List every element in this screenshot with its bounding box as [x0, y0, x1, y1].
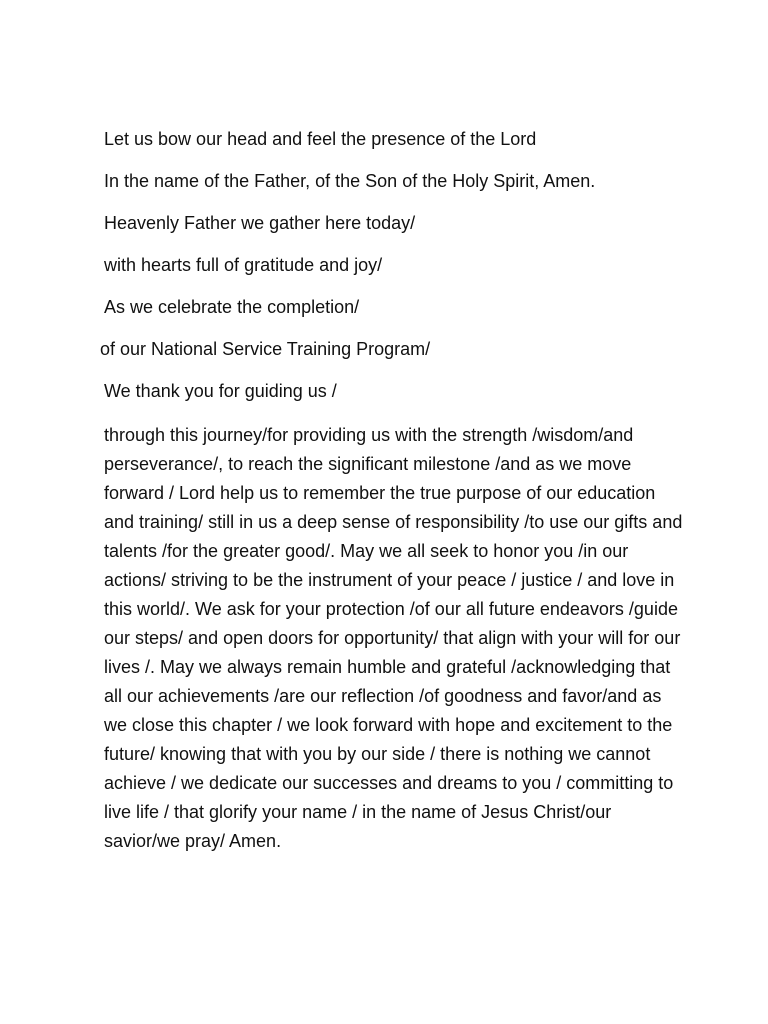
prayer-line-6: of our National Service Training Program/	[100, 339, 431, 359]
prayer-body-paragraph: through this journey/for providing us with the strength /wisdom/and perseverance/, to reach the significant milestone /and as we move forward / Lord help us to remember the true purpose of our education and training/ still in us a deep sense of responsibility /to use our gifts and talents /for the greater good/. May we all seek to honor you /in our actions/ striving to be the instrument of your peace / justice / and love in this world/. We ask for your protection /of our all future endeavors /guide our steps/ and open doors for opportunity/ that align with your will for our lives /. May we always remain humble and grateful /acknowledging that all our achievements /are our reflection /of goodness and favor/and as we close this chapter / we look forward with hope and excitement to the future/ knowing that with you by our side / there is nothing we cannot achieve / we dedicate our successes and dreams to you / committing to live life / that glorify your name / in the name of Jesus Christ/our savior/we pray/ Amen.	[104, 425, 683, 851]
prayer-line-4: with hearts full of gratitude and joy/	[104, 255, 383, 275]
prayer-line-3: Heavenly Father we gather here today/	[104, 213, 416, 233]
prayer-line-7: We thank you for guiding us /	[104, 381, 337, 401]
prayer-line-1: Let us bow our head and feel the presence of the Lord	[104, 129, 537, 149]
prayer-line-2: In the name of the Father, of the Son of the Holy Spirit, Amen.	[104, 171, 596, 191]
prayer-line-5: As we celebrate the completion/	[104, 297, 360, 317]
